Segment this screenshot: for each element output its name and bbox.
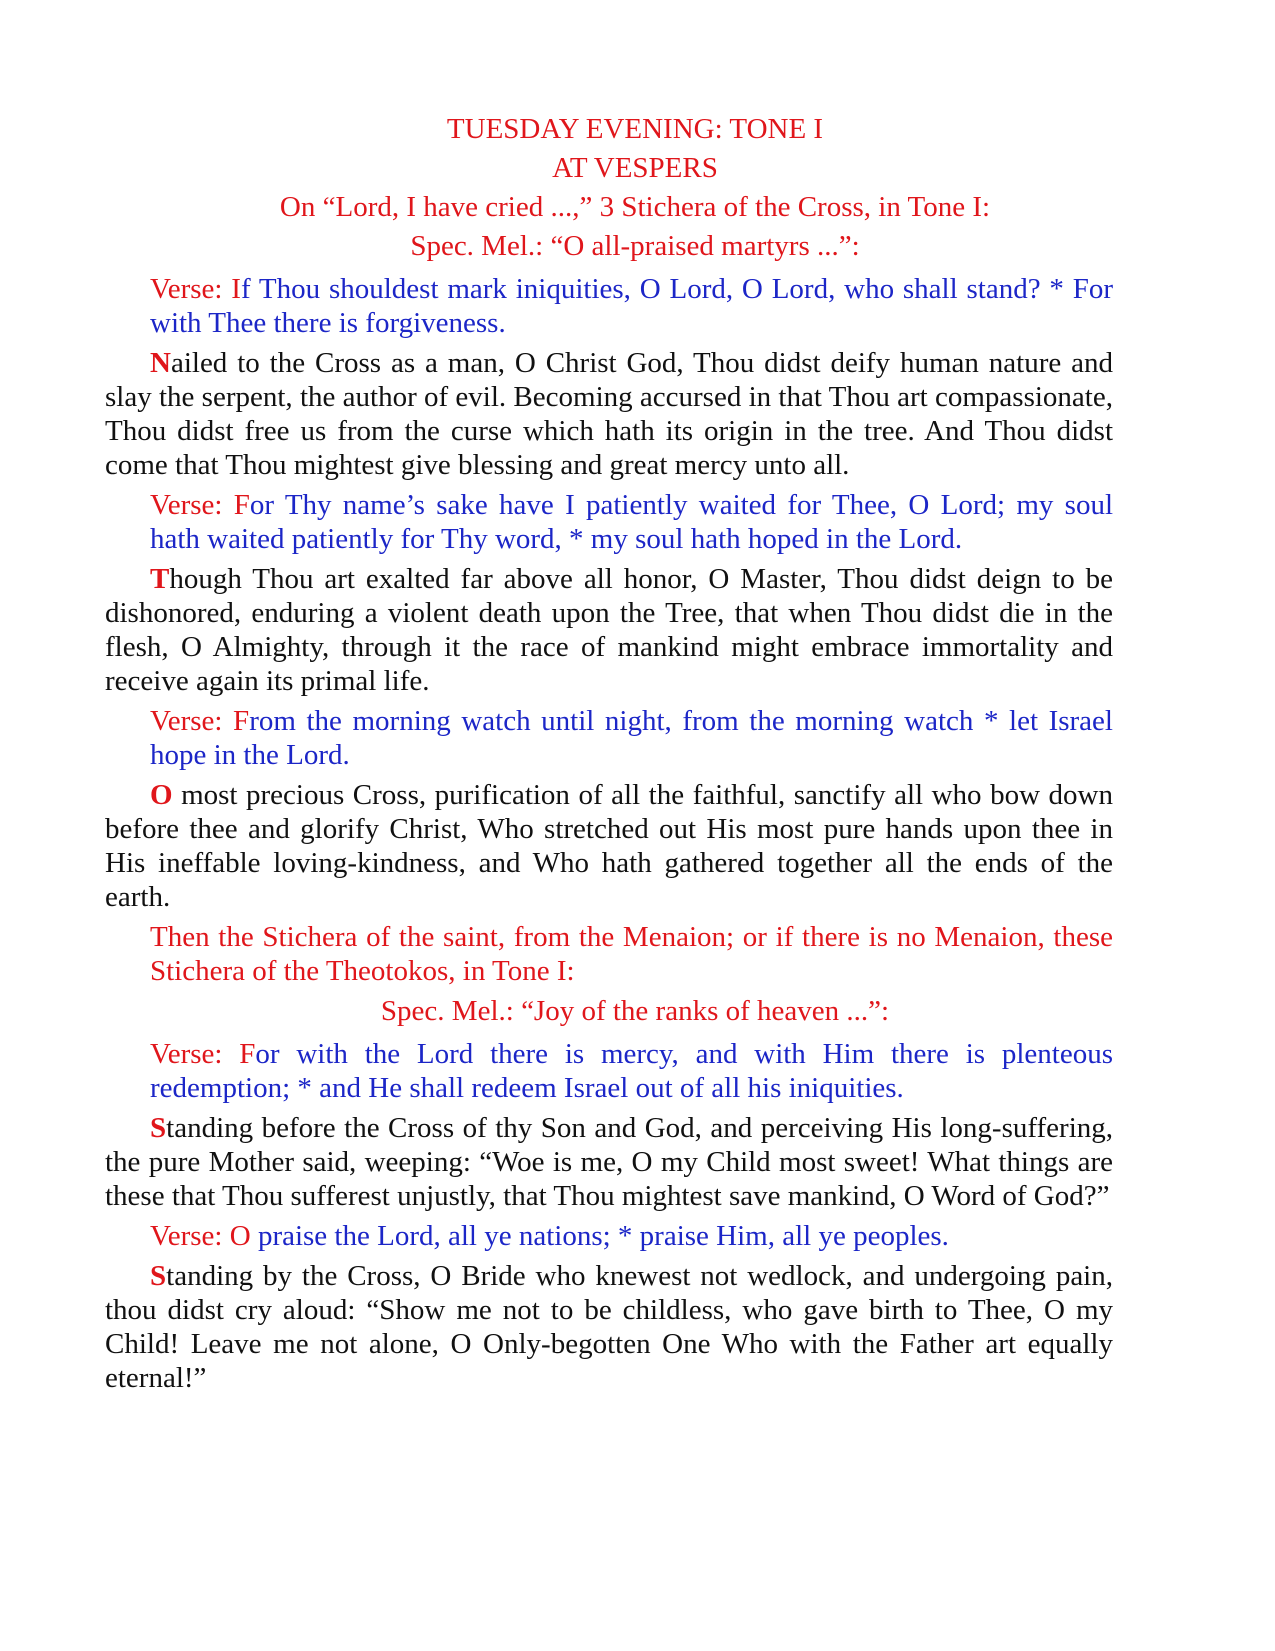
rubric-menaion: Then the Stichera of the saint, from the Menaion; or if there is no Menaion, these Stichera of the Theotokos, in Tone I: — [150, 921, 1113, 987]
title-line-2: AT VESPERS — [552, 152, 718, 184]
hymn-text: ailed to the Cross as a man, O Christ God, Thou didst deify human nature and slay the serpent, the author of evil. Becoming accursed in that Thou art compassionate, Thou didst free us from the curse which hath its origin in the tree. And Thou didst come that Thou mightest give blessing and great mercy unto all. — [105, 347, 1113, 481]
rubric-intro: On “Lord, I have cried ...,” 3 Stichera of the Cross, in Tone I: — [279, 191, 991, 223]
verse-label: Verse: — [150, 1220, 230, 1252]
verse-label: Verse: — [150, 1038, 240, 1070]
verse-first-letter: O — [229, 1220, 251, 1252]
hymn-initial: S — [150, 1260, 167, 1292]
hymn-4 — [105, 1111, 1113, 1213]
verse-text: f Thou shouldest mark iniquities, O Lord, O Lord, who shall stand? * For with Thee there is forgiveness. — [150, 273, 1113, 339]
verse-first-letter: F — [233, 489, 250, 521]
hymn-initial: N — [150, 347, 171, 379]
verse-5 — [105, 1219, 1113, 1253]
page-subtitle — [105, 149, 1113, 188]
verse-text: rom the morning watch until night, from the morning watch * let Israel hope in the Lord. — [150, 705, 1113, 771]
hymn-initial: O — [150, 779, 173, 811]
hymn-1 — [105, 346, 1113, 482]
verse-text: or Thy name’s sake have I patiently waited for Thee, O Lord; my soul hath waited patiently for Thy word, * my soul hath hoped in the Lord. — [150, 489, 1113, 555]
hymn-2 — [105, 562, 1113, 698]
verse-first-letter: I — [231, 273, 241, 305]
hymn-text: tanding by the Cross, O Bride who knewest not wedlock, and undergoing pain, thou didst cry aloud: “Show me not to be childless, who gave birth to Thee, O my Child! Leave me not alone, O Only-begotten One Who with the Father art equally eternal!” — [105, 1260, 1113, 1394]
rubric-melody-2: Spec. Mel.: “Joy of the ranks of heaven ...”: — [380, 995, 890, 1027]
hymn-text: tanding before the Cross of thy Son and God, and perceiving His long-suffering, the pure Mother said, weeping: “Woe is me, O my Child most sweet! What things are these that Thou sufferest unjustly, that Thou mightest save mankind, O Word of God?” — [105, 1112, 1113, 1212]
verse-3 — [105, 704, 1113, 772]
rubric-melody-1: Spec. Mel.: “O all-praised martyrs ...”: — [410, 230, 860, 262]
verse-label: Verse: — [150, 273, 232, 305]
hymn-3 — [105, 778, 1113, 914]
verse-text: praise the Lord, all ye nations; * praise Him, all ye peoples. — [250, 1220, 949, 1252]
title-line-1: TUESDAY EVENING: TONE I — [446, 113, 824, 145]
hymn-initial: T — [150, 563, 170, 595]
verse-2 — [105, 488, 1113, 556]
verse-first-letter: F — [233, 705, 250, 737]
verse-first-letter: F — [239, 1038, 256, 1070]
hymn-text: most precious Cross, purification of all the faithful, sanctify all who bow down before thee and glorify Christ, Who stretched out His most pure hands upon thee in His ineffable loving-kindness, and Who hath gathered together all the ends of the earth. — [105, 779, 1113, 913]
verse-text: or with the Lord there is mercy, and with Him there is plenteous redemption; * and He shall redeem Israel out of all his iniquities. — [150, 1038, 1113, 1104]
hymn-initial: S — [150, 1112, 167, 1144]
verse-1 — [105, 272, 1113, 340]
hymn-5 — [105, 1259, 1113, 1395]
verse-4 — [105, 1037, 1113, 1105]
verse-label: Verse: — [150, 489, 234, 521]
page-title — [105, 110, 1113, 149]
hymn-text: hough Thou art exalted far above all honor, O Master, Thou didst deign to be dishonored, enduring a violent death upon the Tree, that when Thou didst die in the flesh, O Almighty, through it the race of mankind might embrace immortality and receive again its primal life. — [105, 563, 1113, 697]
verse-label: Verse: — [150, 705, 234, 737]
